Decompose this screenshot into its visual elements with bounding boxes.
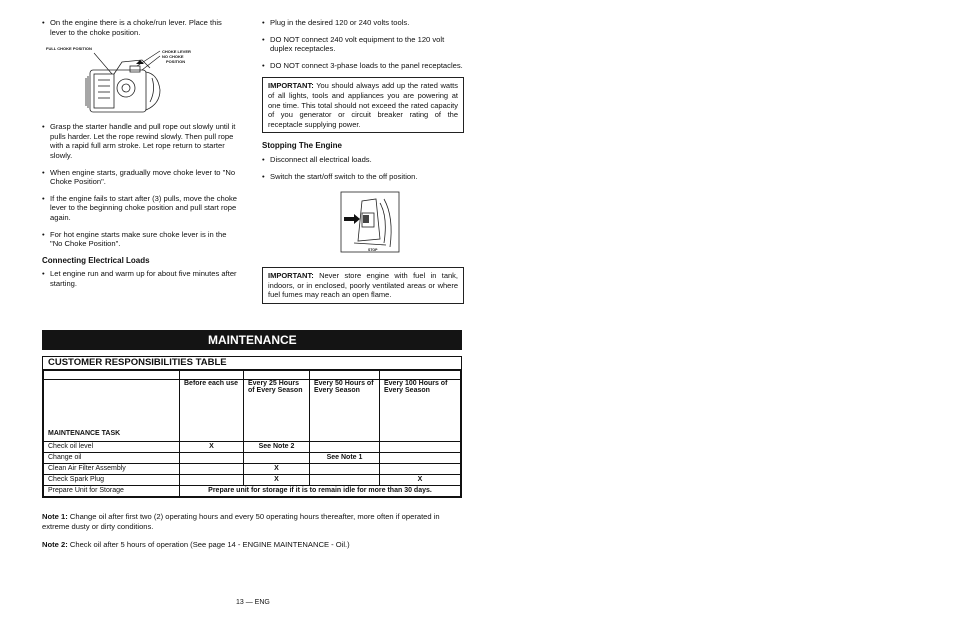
note-label: Note 2: xyxy=(42,540,68,549)
table-row xyxy=(44,475,461,486)
switch-illustration xyxy=(340,191,400,253)
start-bullet: • Grasp the starter handle and pull rope out slowly until it pulls harder. Let the rope rewind slowly. Then pull rope with a rapid full arm stroke. Let rope return to starter slowly. xyxy=(42,122,238,160)
starting-instructions xyxy=(42,122,238,249)
schedule-cell xyxy=(244,453,310,464)
connecting-bullet: • Let engine run and warm up for about five minutes after starting. xyxy=(42,269,238,288)
stopping-bullet: • Switch the start/off switch to the off position. xyxy=(262,172,464,182)
note-label: Note 1: xyxy=(42,512,68,521)
schedule-cell xyxy=(180,453,244,464)
table-row xyxy=(44,453,461,464)
note-text: Change oil after first two (2) operating hours and every 50 operating hours thereafter, more often if operated in extreme dusty or dirty conditions. xyxy=(42,512,440,531)
left-column xyxy=(42,18,238,296)
schedule-cell: X xyxy=(380,475,461,486)
position-label: POSITION xyxy=(166,59,186,65)
schedule-cell: X xyxy=(180,442,244,453)
storage-cell: Prepare unit for storage if it is to remain idle for more than 30 days. xyxy=(180,486,461,497)
column-header: Every 100 Hours of Every Season xyxy=(380,380,461,442)
schedule-cell xyxy=(180,464,244,475)
choke-instructions xyxy=(42,18,238,37)
table-header-row xyxy=(44,380,461,442)
plug-bullet: • DO NOT connect 240 volt equipment to the 120 volt duplex receptacles. xyxy=(262,35,464,54)
stop-label: STOP xyxy=(368,248,378,253)
schedule-cell xyxy=(380,464,461,475)
task-cell: Change oil xyxy=(44,453,180,464)
schedule-cell xyxy=(380,442,461,453)
schedule-cell: X xyxy=(244,475,310,486)
table-row xyxy=(44,442,461,453)
choke-lever-label: CHOKE LEVER xyxy=(162,49,191,55)
schedule-cell xyxy=(310,464,380,475)
stopping-bullet: • Disconnect all electrical loads. xyxy=(262,155,464,165)
right-column xyxy=(262,18,464,312)
column-header: Every 25 Hours of Every Season xyxy=(244,380,310,442)
choke-bullet: • On the engine there is a choke/run lever. Place this lever to the choke position. xyxy=(42,18,238,37)
table-title: CUSTOMER RESPONSIBILITIES TABLE xyxy=(43,357,461,370)
important-label: IMPORTANT: xyxy=(268,271,314,281)
important-text: You should always add up the rated watts of all lights, tools and appliances you are powering at one time. This total should not exceed the rated capacity of you generator or circuit breaker rating of the receptacle supplying power. xyxy=(268,81,459,129)
schedule-cell xyxy=(310,475,380,486)
no-choke-label: NO CHOKE xyxy=(162,54,184,60)
schedule-cell: X xyxy=(244,464,310,475)
schedule-cell: See Note 2 xyxy=(244,442,310,453)
important-label: IMPORTANT: xyxy=(268,81,314,91)
start-bullet: • When engine starts, gradually move choke lever to "No Choke Position". xyxy=(42,168,238,187)
maintenance-banner: MAINTENANCE xyxy=(42,330,462,350)
task-cell: Check oil level xyxy=(44,442,180,453)
important-watts-box xyxy=(262,77,464,133)
off-switch-figure xyxy=(340,191,400,253)
connecting-loads-heading: Connecting Electrical Loads xyxy=(42,255,150,265)
stopping-list xyxy=(262,155,464,181)
schedule-cell xyxy=(380,453,461,464)
table-row xyxy=(44,464,461,475)
schedule-cell: See Note 1 xyxy=(310,453,380,464)
plug-bullet: • DO NOT connect 3-phase loads to the panel receptacles. xyxy=(262,61,464,71)
schedule-cell xyxy=(180,475,244,486)
responsibilities-table xyxy=(43,370,461,497)
table-spacer-row xyxy=(44,371,461,380)
start-bullet: • For hot engine starts make sure choke lever is in the "No Choke Position". xyxy=(42,230,238,249)
important-text: Never store engine with fuel in tank, indoors, or in enclosed, poorly ventilated areas or where fuel fumes may reach an open flame. xyxy=(268,271,458,300)
connecting-loads-list xyxy=(42,269,238,288)
task-column-header: MAINTENANCE TASK xyxy=(44,380,180,442)
start-bullet: • If the engine fails to start after (3) pulls, move the choke lever to the beginning choke position and pull start rope again. xyxy=(42,194,238,223)
task-cell: Clean Air Filter Assembly xyxy=(44,464,180,475)
task-cell: Prepare Unit for Storage xyxy=(44,486,180,497)
table-row xyxy=(44,486,461,497)
column-header: Every 50 Hours of Every Season xyxy=(310,380,380,442)
plug-bullet: • Plug in the desired 120 or 240 volts tools. xyxy=(262,18,464,28)
stopping-engine-heading: Stopping The Engine xyxy=(262,141,342,151)
important-storage-box xyxy=(262,267,464,304)
note-2 xyxy=(42,540,464,550)
choke-lever-figure xyxy=(42,44,192,116)
full-choke-label: FULL CHOKE POSITION xyxy=(46,46,92,52)
column-header: Before each use xyxy=(180,380,244,442)
task-cell: Check Spark Plug xyxy=(44,475,180,486)
responsibilities-table-container xyxy=(42,356,462,498)
note-1 xyxy=(42,512,464,532)
page-number: 13 — ENG xyxy=(236,599,270,606)
schedule-cell xyxy=(310,442,380,453)
note-text: Check oil after 5 hours of operation (See page 14 - ENGINE MAINTENANCE - Oil.) xyxy=(69,540,350,549)
plug-in-instructions xyxy=(262,18,464,70)
